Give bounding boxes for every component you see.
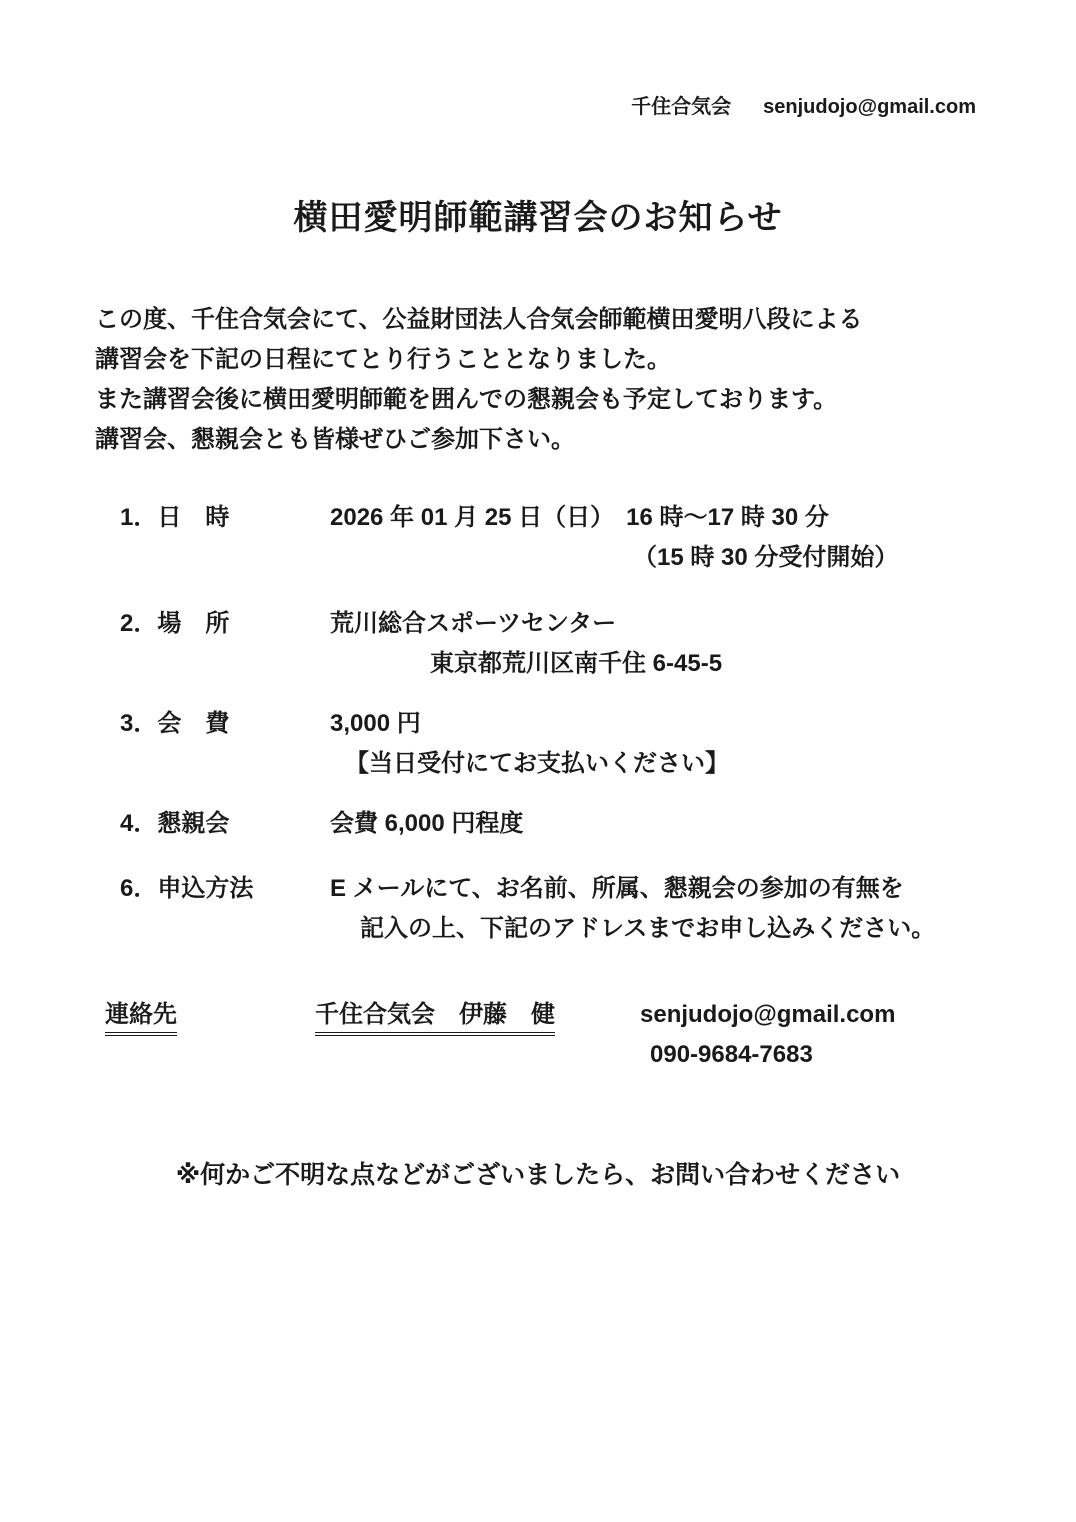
intro-line: 講習会を下記の日程にてとり行うこととなりました。 xyxy=(95,346,671,373)
item-label: 2．場 所 xyxy=(120,610,230,637)
item-label: 6．申込方法 xyxy=(120,875,254,902)
intro-line: また講習会後に横田愛明師範を囲んでの懇親会も予定しております。 xyxy=(95,386,838,413)
contact-email: senjudojo@gmail.com xyxy=(640,1001,896,1028)
item-value-line: 荒川総合スポーツセンター xyxy=(330,610,617,637)
contact-label: 連絡先 xyxy=(105,999,177,1036)
item-label: 3．会 費 xyxy=(120,710,230,737)
list-item-application xyxy=(120,869,1016,949)
list-item-party xyxy=(120,804,1016,844)
footer-note: ※何かご不明な点などがございましたら、お問い合わせください xyxy=(175,1161,901,1189)
item-value-line: 3,000 円 xyxy=(330,710,421,737)
list-item-datetime xyxy=(120,498,1016,578)
item-value-line: 会費 6,000 円程度 xyxy=(330,810,524,837)
document-header xyxy=(631,90,976,119)
page-title: 横田愛明師範講習会のお知らせ xyxy=(293,199,783,237)
org-email: senjudojo@gmail.com xyxy=(763,96,976,118)
contact-name: 千住合気会 伊藤 健 xyxy=(315,999,555,1036)
list-item-fee xyxy=(120,704,1016,784)
list-item-venue xyxy=(120,604,1016,684)
item-label: 1．日 時 xyxy=(120,504,230,531)
intro-line: この度、千住合気会にて、公益財団法人合気会師範横田愛明八段による xyxy=(95,306,863,333)
intro-paragraph xyxy=(95,300,863,460)
contact-section xyxy=(105,995,895,1075)
item-value-line: 東京都荒川区南千住 6-45-5 xyxy=(430,650,723,677)
item-value-line: （15 時 30 分受付開始） xyxy=(633,544,899,571)
org-name: 千住合気会 xyxy=(631,96,732,118)
contact-phone: 090-9684-7683 xyxy=(650,1041,813,1068)
item-value-line: 【当日受付にてお支払いください】 xyxy=(345,750,729,777)
item-value-line: 2026 年 01 月 25 日（日） 16 時～17 時 30 分 xyxy=(330,504,829,531)
details-list xyxy=(120,498,1016,949)
item-value-line: 記入の上、下記のアドレスまでお申し込みください。 xyxy=(360,915,936,942)
item-value-line: E メールにて、お名前、所属、懇親会の参加の有無を xyxy=(330,875,904,902)
item-label: 4．懇親会 xyxy=(120,810,230,837)
intro-line: 講習会、懇親会とも皆様ぜひご参加下さい。 xyxy=(95,426,575,453)
